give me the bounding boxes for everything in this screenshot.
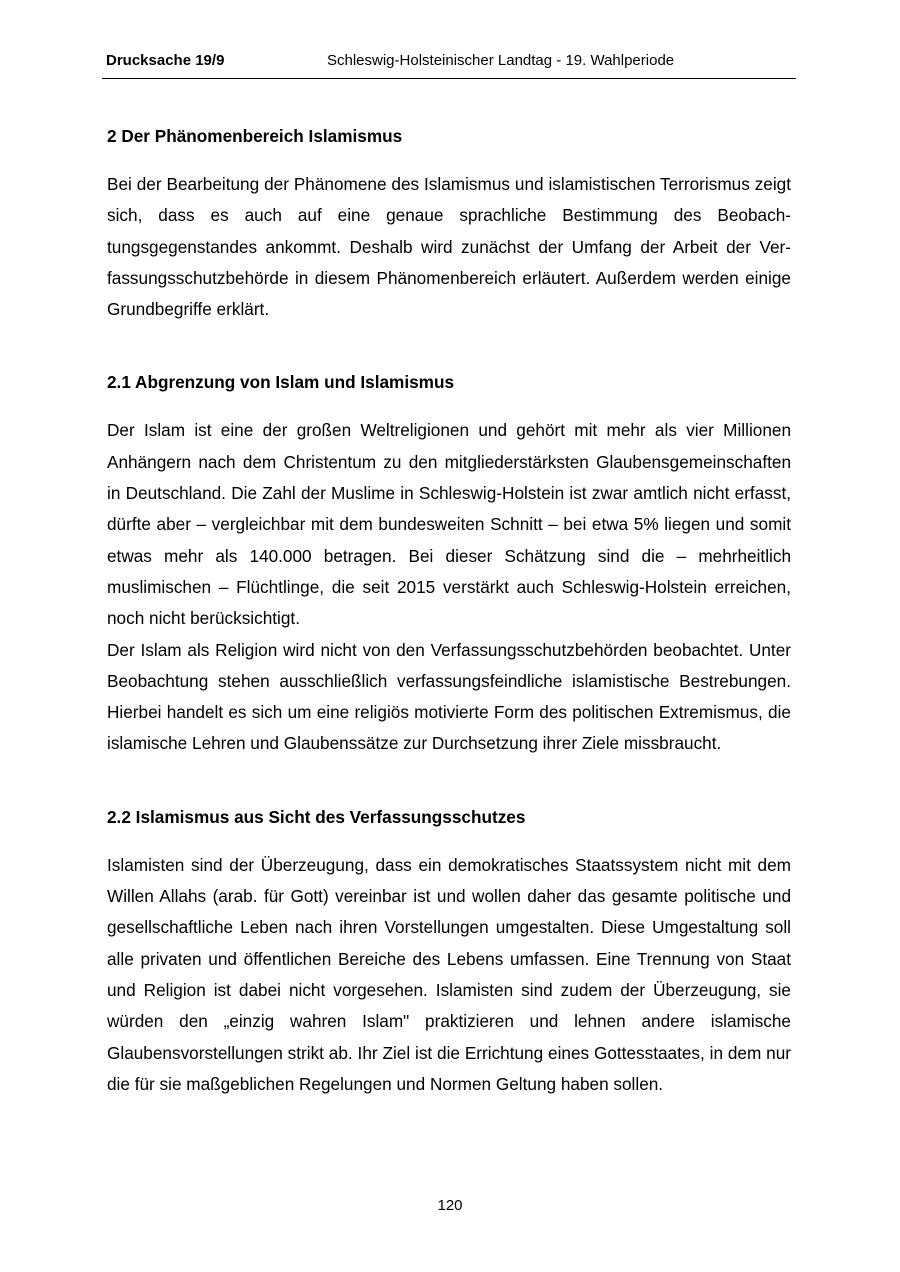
page-number: 120	[437, 1197, 463, 1214]
paragraph: Der Islam als Religion wird nicht von den Verfassungsschutzbehörden beobachtet. Unter Beobachtung stehen ausschließlich verfassungsfeindliche islamistische Bestrebungen. Hierbei handelt es sich um eine religiös motivierte Form des politischen Extremismus, die islamische Lehren und Glaubenssätze zur Durchsetzung ihrer Ziele missbraucht.	[107, 639, 791, 754]
paragraph: Bei der Bearbeitung der Phänomene des Islamismus und islamistischen Terrorismus zeigt sich, dass es auch auf eine genaue sprachliche Bestimmung des Beobachtungsgegenstandes ankommt. Deshalb wird zunächst der Umfang der Arbeit der Verfassungsschutzbehörde in diesem Phänomenbereich erläutert. Außerdem werden einige Grundbegriffe erklärt.	[107, 174, 791, 320]
header-title: Schleswig-Holsteinischer Landtag - 19. Wahlperiode	[327, 52, 675, 69]
paragraph: Islamisten sind der Überzeugung, dass ein demokratisches Staatssystem nicht mit dem Willen Allahs (arab. für Gott) vereinbar ist und wollen daher das gesamte politische und gesellschaftliche Leben nach ihren Vorstellungen umgestalten. Diese Umgestaltung soll alle privaten und öffentlichen Bereiche des Lebens umfassen. Eine Trennung von Staat und Religion ist dabei nicht vorgesehen. Islamisten sind zudem der Überzeugung, sie würden den „einzig wahren Islam" praktizieren und lehnen andere islamische Glaubensvorstellungen strikt ab. Ihr Ziel ist die Errichtung eines Gottesstaates, in dem nur die für sie maßgeblichen Regelungen und Normen Geltung haben sollen.	[107, 854, 791, 1094]
page-header	[102, 52, 796, 79]
paragraph: Der Islam ist eine der großen Weltreligionen und gehört mit mehr als vier Millionen Anhängern nach dem Christentum zu den mitgliederstärksten Glaubensgemeinschaften in Deutschland. Die Zahl der Muslime in Schleswig-Holstein ist zwar amtlich nicht erfasst, dürfte aber – vergleichbar mit dem bundesweiten Schnitt – bei etwa 5% liegen und somit etwas mehr als 140.000 betragen. Bei dieser Schätzung sind die – mehrheitlich muslimischen – Flüchtlinge, die seit 2015 verstärkt auch Schleswig-Holstein erreichen, noch nicht berücksichtigt.	[107, 420, 791, 629]
page-content	[107, 123, 791, 1100]
section-heading: 2.1 Abgrenzung von Islam und Islamismus	[107, 372, 455, 393]
section-heading: 2 Der Phänomenbereich Islamismus	[107, 126, 403, 146]
document-number: Drucksache 19/9	[106, 52, 225, 69]
section-heading: 2.2 Islamismus aus Sicht des Verfassungsschutzes	[107, 806, 526, 827]
